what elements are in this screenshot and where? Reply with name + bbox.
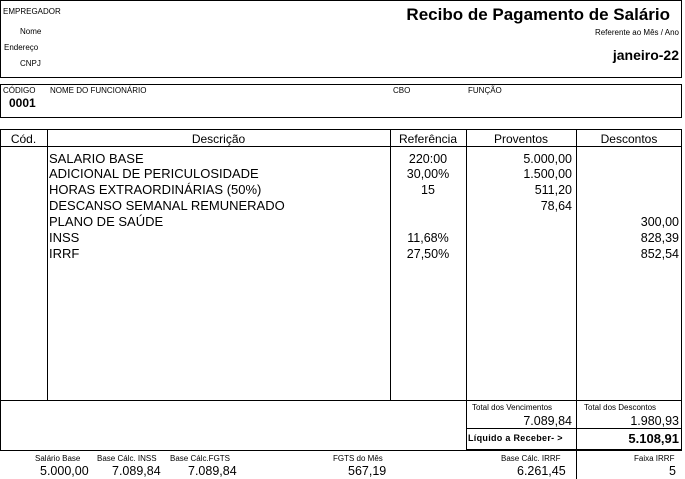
table-row xyxy=(0,246,682,262)
footer-irrf-base-label: Base Cálc. IRRF xyxy=(501,454,561,463)
row-description: DESCANSO SEMANAL REMUNERADO xyxy=(49,198,285,213)
total-earnings-label: Total dos Vencimentos xyxy=(472,403,553,412)
footer-inss-base-value: 7.089,84 xyxy=(112,464,161,478)
footer-irrf-band-value: 5 xyxy=(669,464,676,478)
row-description: HORAS EXTRAORDINÁRIAS (50%) xyxy=(49,182,262,197)
row-description: IRRF xyxy=(49,246,80,261)
row-reference: 11,68% xyxy=(407,231,449,245)
employee-function-label: FUNÇÃO xyxy=(468,86,502,95)
footer-inss-base-label: Base Cálc. INSS xyxy=(97,454,157,463)
table-row xyxy=(0,151,682,167)
col-header-earnings: Proventos xyxy=(493,132,549,146)
footer-salary-base-label: Salário Base xyxy=(35,454,81,463)
total-discounts-value: 1.980,93 xyxy=(630,414,679,428)
employer-address-label: Endereço xyxy=(4,43,39,52)
footer-divider xyxy=(576,451,577,479)
row-reference: 220:00 xyxy=(408,152,448,166)
footer-fgts-month-label: FGTS do Mês xyxy=(333,454,383,463)
row-description: INSS xyxy=(49,230,80,245)
row-discounts: 828,39 xyxy=(640,231,679,245)
row-description: ADICIONAL DE PERICULOSIDADE xyxy=(49,166,259,181)
row-earnings: 1.500,00 xyxy=(523,167,572,181)
row-earnings: 5.000,00 xyxy=(523,152,572,166)
table-row xyxy=(0,166,682,182)
net-pay-label: Líquido a Receber- > xyxy=(468,433,563,443)
table-row xyxy=(0,198,682,214)
row-reference: 27,50% xyxy=(406,247,450,261)
footer-irrf-base-value: 6.261,45 xyxy=(517,464,566,478)
footer-fgts-month-value: 567,19 xyxy=(348,464,387,478)
employee-cbo-label: CBO xyxy=(393,86,411,95)
total-discounts-label: Total dos Descontos xyxy=(584,403,657,412)
total-earnings-value: 7.089,84 xyxy=(523,414,572,428)
col-header-cod: Cód. xyxy=(10,132,37,146)
employee-code-value: 0001 xyxy=(9,96,36,110)
row-reference: 30,00% xyxy=(406,167,450,181)
table-header-divider xyxy=(0,146,682,147)
table-row xyxy=(0,182,682,198)
row-description: PLANO DE SAÚDE xyxy=(49,214,164,229)
employee-code-label: CÓDIGO xyxy=(3,86,36,95)
col-header-discounts: Descontos xyxy=(600,132,658,146)
employer-name-label: Nome xyxy=(20,27,42,36)
table-totals-divider xyxy=(0,400,682,401)
row-description: SALARIO BASE xyxy=(49,151,144,166)
employee-name-label: NOME DO FUNCIONÁRIO xyxy=(50,86,147,95)
row-discounts: 300,00 xyxy=(640,215,679,229)
page-title: Recibo de Pagamento de Salário xyxy=(406,5,670,24)
row-earnings: 78,64 xyxy=(540,199,572,213)
footer-salary-base-value: 5.000,00 xyxy=(40,464,89,478)
reference-period-value: janeiro-22 xyxy=(612,47,679,63)
col-header-reference: Referência xyxy=(398,132,458,146)
net-pay-value: 5.108,91 xyxy=(628,431,679,446)
col-header-description: Descrição xyxy=(191,132,246,146)
employer-label: EMPREGADOR xyxy=(3,7,61,16)
footer-fgts-base-value: 7.089,84 xyxy=(188,464,237,478)
totals-net-divider xyxy=(466,449,682,450)
reference-period-label: Referente ao Mês / Ano xyxy=(594,28,679,37)
table-row xyxy=(0,230,682,246)
row-earnings: 511,20 xyxy=(534,183,572,197)
footer-fgts-base-label: Base Cálc.FGTS xyxy=(170,454,231,463)
employer-cnpj-label: CNPJ xyxy=(20,59,41,68)
footer-irrf-band-label: Faixa IRRF xyxy=(634,454,675,463)
table-row xyxy=(0,214,682,230)
row-reference: 15 xyxy=(421,183,435,197)
row-discounts: 852,54 xyxy=(640,247,679,261)
